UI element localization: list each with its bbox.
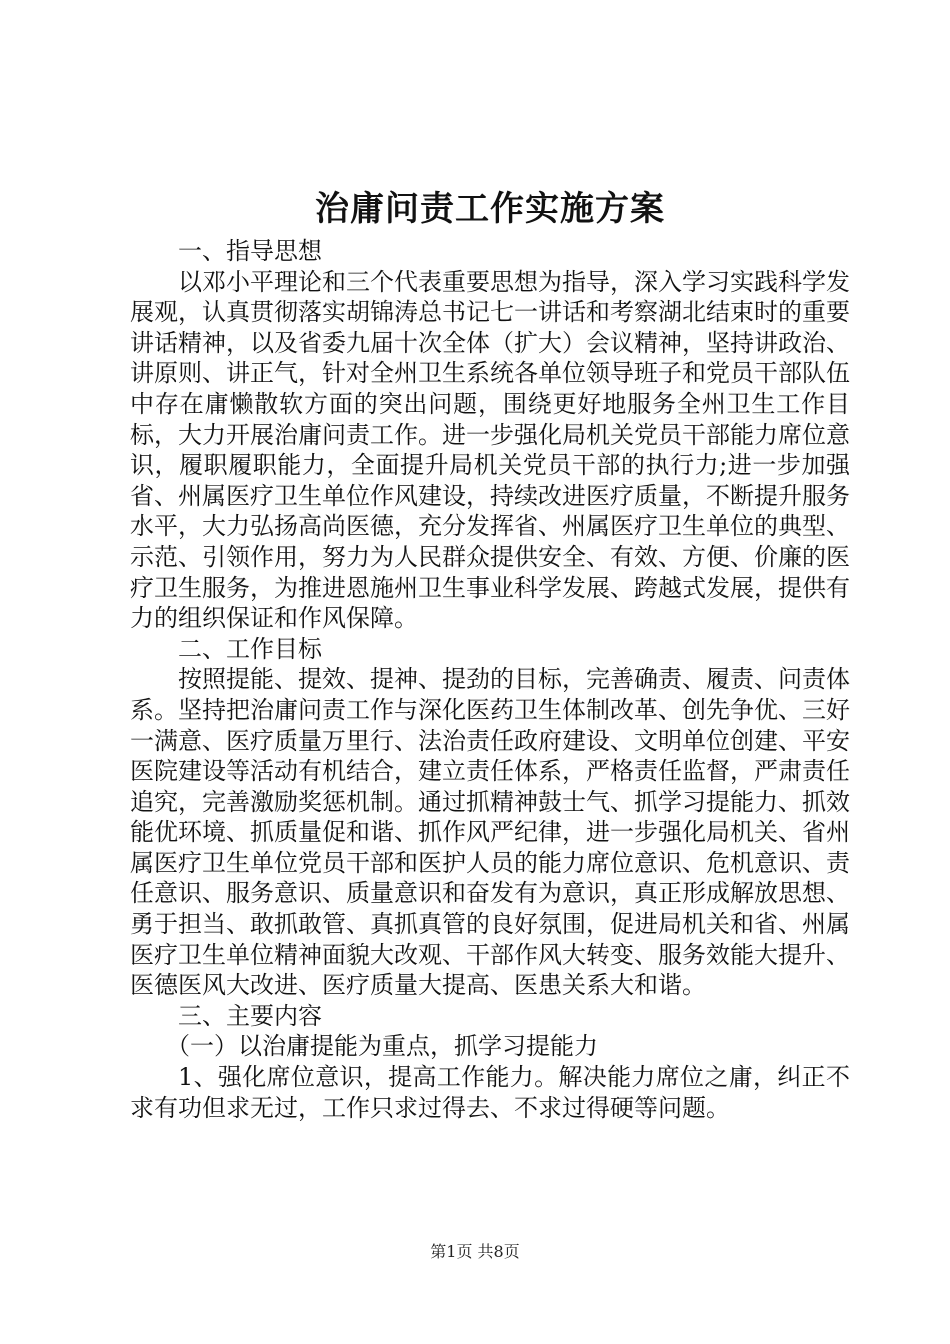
paragraph-item-1: 1、强化席位意识，提高工作能力。解决能力席位之庸，纠正不求有功但求无过，工作只求过得去、不求过得硬等问题。 — [130, 1063, 850, 1122]
subsection-heading-1: （一）以治庸提能为重点，抓学习提能力 — [166, 1032, 598, 1061]
paragraph-guiding-ideology: 以邓小平理论和三个代表重要思想为指导，深入学习实践科学发展观，认真贯彻落实胡锦涛总书记七一讲话和考察湖北结束时的重要讲话精神，以及省委九届十次全体（扩大）会议精神，坚持讲政治、讲原则、讲正气，针对全州卫生系统各单位领导班子和党员干部队伍中存在庸懒散软方面的突出问题，围绕更好地服务全州卫生工作目标，大力开展治庸问责工作。进一步强化局机关党员干部能力席位意识，履职履职能力，全面提升局机关党员干部的执行力;进一步加强省、州属医疗卫生单位作风建设，持续改进医疗质量，不断提升服务水平，大力弘扬高尚医德，充分发挥省、州属医疗卫生单位的典型、示范、引领作用，努力为人民群众提供安全、有效、方便、价廉的医疗卫生服务，为推进恩施州卫生事业科学发展、跨越式发展，提供有力的组织保证和作风保障。 — [130, 267, 850, 633]
page-footer: 第1页 共8页 — [430, 1242, 520, 1261]
section-heading-main-content: 三、主要内容 — [178, 1001, 322, 1030]
section-heading-guiding-ideology: 一、指导思想 — [178, 237, 322, 265]
document-body — [130, 186, 850, 1123]
section-heading-work-goals: 二、工作目标 — [178, 634, 322, 663]
document-title: 治庸问责工作实施方案 — [315, 189, 665, 229]
paragraph-work-goals: 按照提能、提效、提神、提劲的目标，完善确责、履责、问责体系。坚持把治庸问责工作与深化医药卫生体制改革、创先争优、三好一满意、医疗质量万里行、法治责任政府建设、文明单位创建、平安医院建设等活动有机结合，建立责任体系，严格责任监督，严肃责任追究，完善激励奖惩机制。通过抓精神鼓士气、抓学习提能力、抓效能优环境、抓质量促和谐、抓作风严纪律，进一步强化局机关、省州属医疗卫生单位党员干部和医护人员的能力席位意识、危机意识、责任意识、服务意识、质量意识和奋发有为意识，真正形成解放思想、勇于担当、敢抓敢管、真抓真管的良好氛围，促进局机关和省、州属医疗卫生单位精神面貌大改观、干部作风大转变、服务效能大提升、医德医风大改进、医疗质量大提高、医患关系大和谐。 — [130, 665, 850, 1000]
